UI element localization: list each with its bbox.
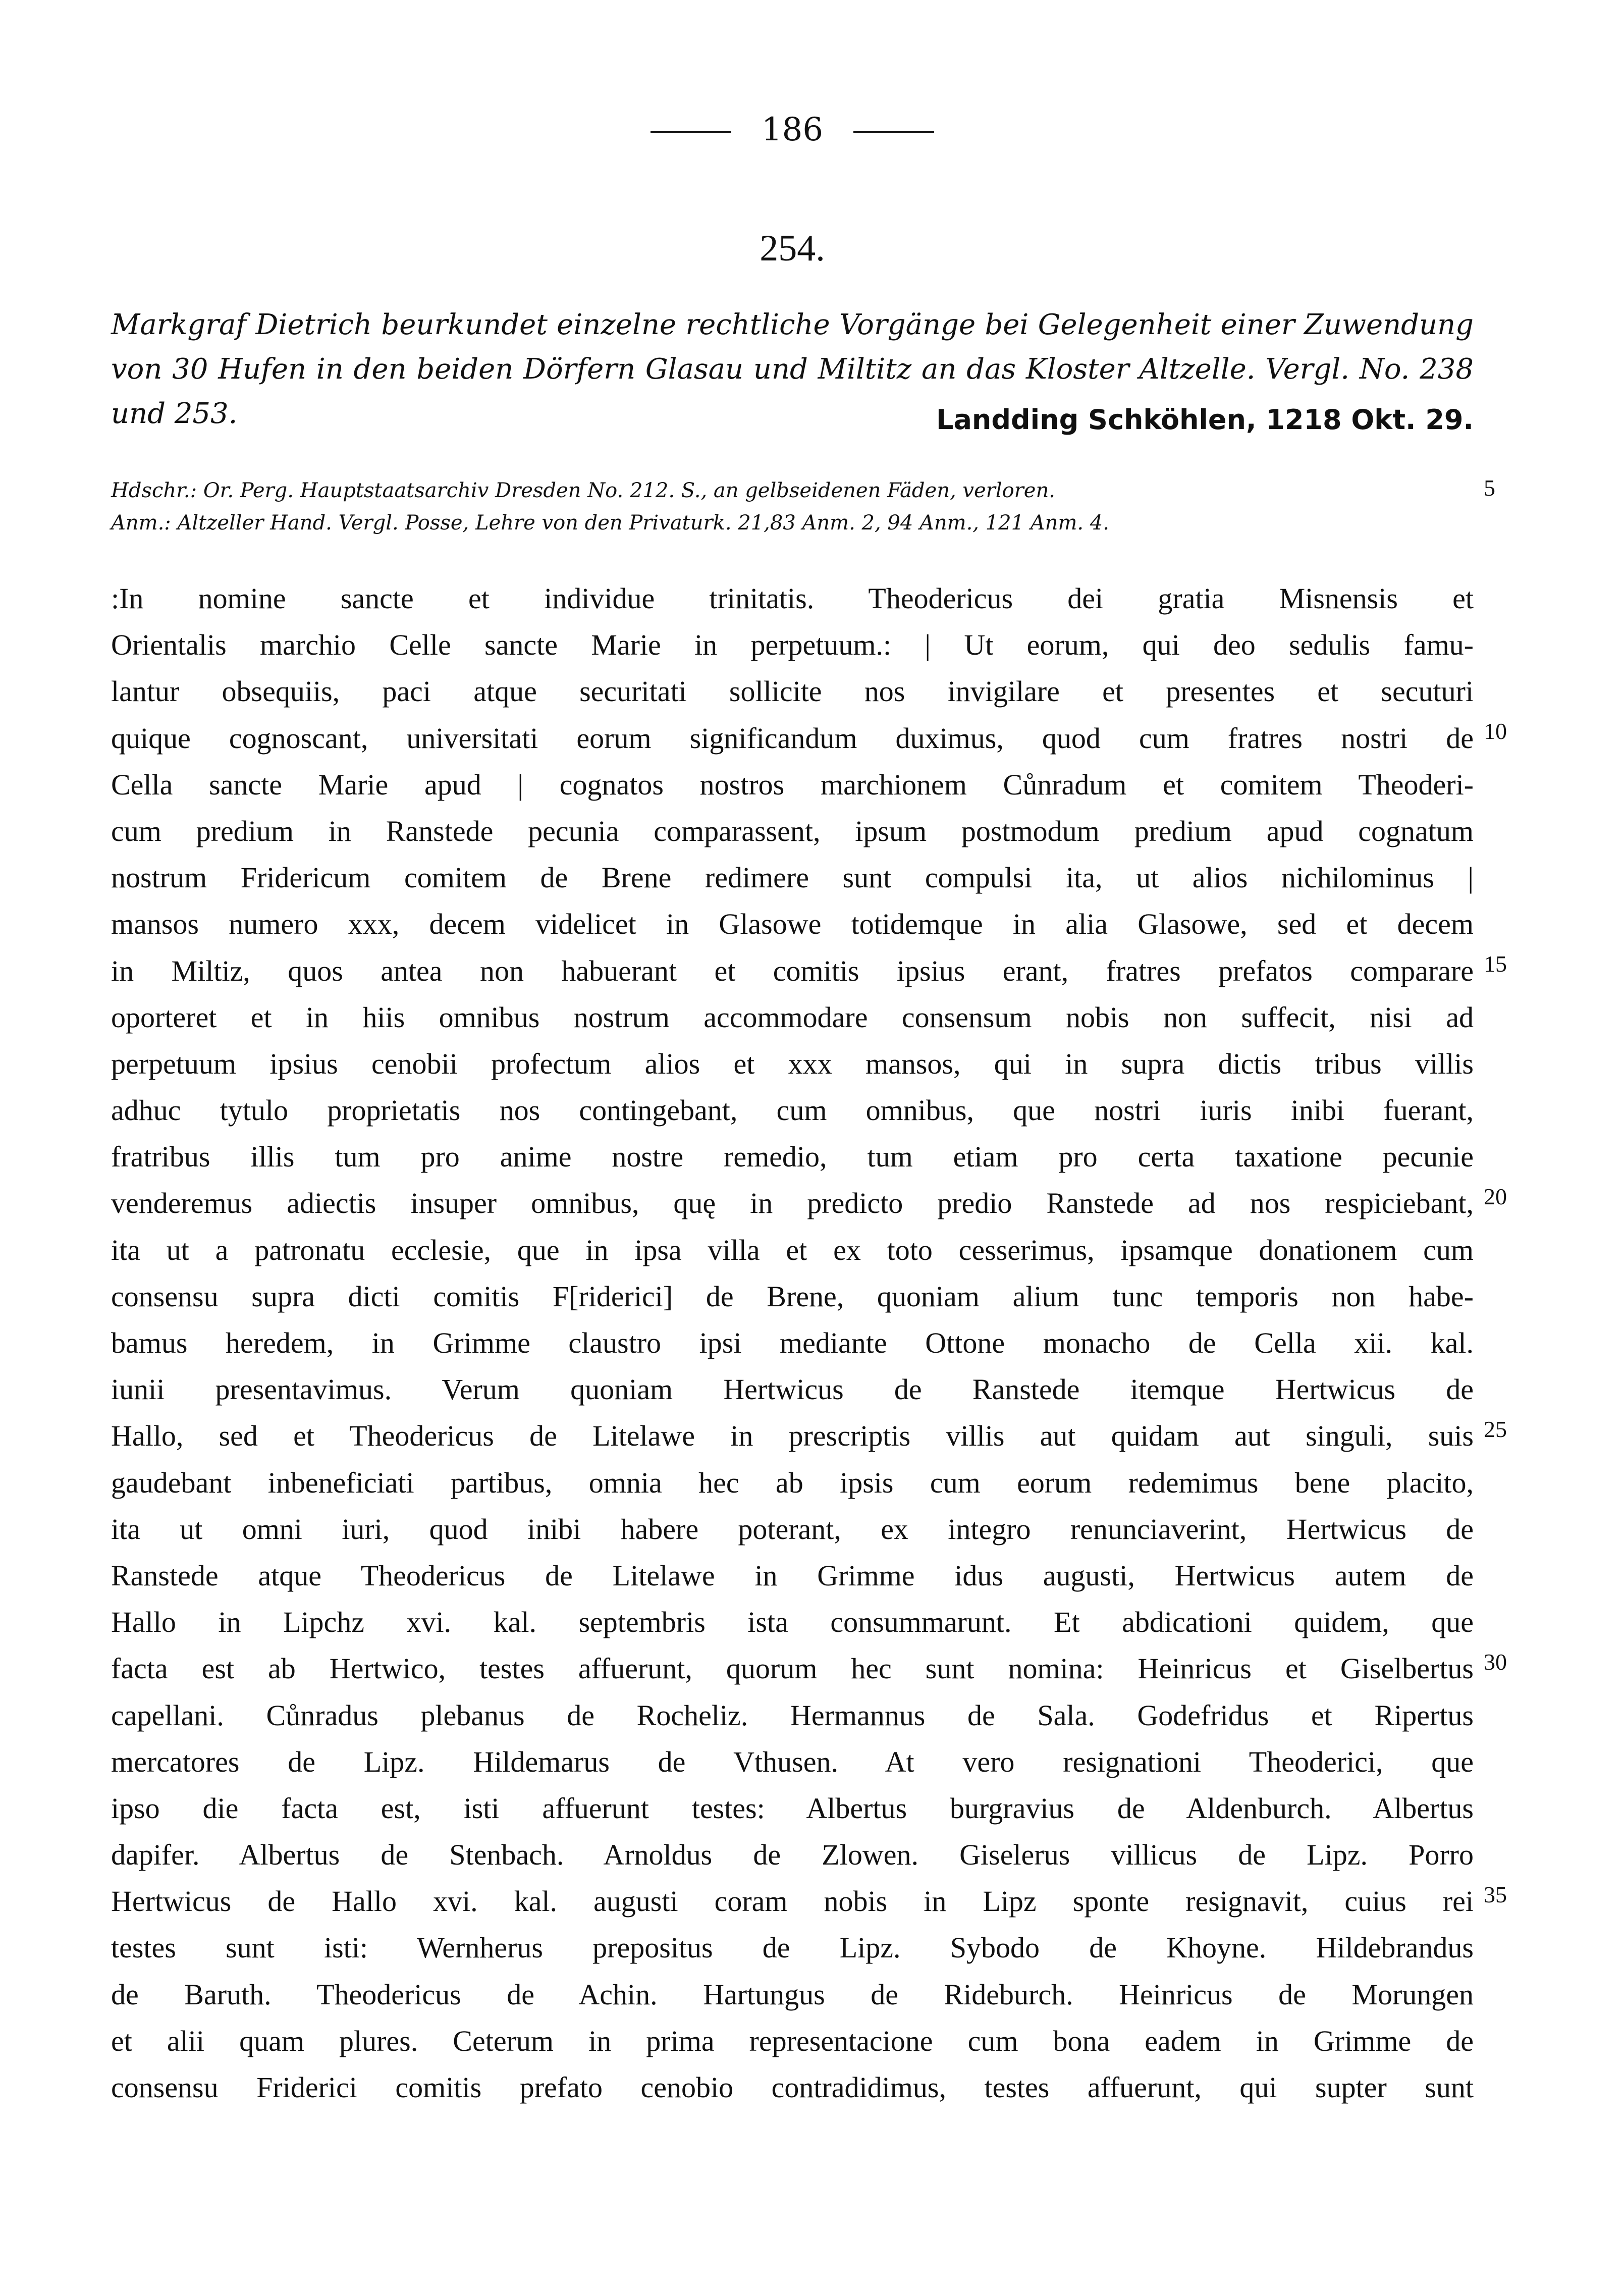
text-line: testes sunt isti: Wernherus prepositus de Lipz. Sybodo de Khoyne. Hildebrandus bbox=[111, 1931, 1474, 1964]
text-line: Hallo, sed et Theodericus de Litelawe in prescriptis villis aut quidam aut singuli, suis bbox=[111, 1419, 1474, 1453]
line-number-30: 30 bbox=[1484, 1649, 1507, 1675]
text-line: mercatores de Lipz. Hildemarus de Vthusen. At vero resignationi Theoderici, que bbox=[111, 1745, 1474, 1778]
place-date: Landding Schköhlen, 1218 Okt. 29. bbox=[936, 404, 1474, 436]
text-line: perpetuum ipsius cenobii profectum alios et xxx mansos, qui in supra dictis tribus villis bbox=[111, 1047, 1474, 1080]
text-line: Cella sancte Marie apud | cognatos nostros marchionem Cůnradum et comitem Theoderi- bbox=[111, 768, 1474, 801]
apparatus-manuscript: Hdschr.: Or. Perg. Hauptstaatsarchiv Dresden No. 212. S., an gelbseidenen Fäden, verloren. bbox=[111, 479, 1055, 502]
text-line: quique cognoscant, universitati eorum significandum duximus, quod cum fratres nostri de bbox=[111, 721, 1474, 755]
text-line: gaudebant inbeneficiati partibus, omnia hec ab ipsis cum eorum redemimus bene placito, bbox=[111, 1466, 1474, 1499]
text-line: ita ut a patronatu ecclesie, que in ipsa villa et ex toto cesserimus, ipsamque donationem cum bbox=[111, 1233, 1474, 1266]
text-line: Hertwicus de Hallo xvi. kal. augusti coram nobis in Lipz sponte resignavit, cuius rei bbox=[111, 1885, 1474, 1918]
line-number-35: 35 bbox=[1484, 1882, 1507, 1907]
text-line: ipso die facta est, isti affuerunt testes: Albertus burgravius de Aldenburch. Albertus bbox=[111, 1791, 1474, 1825]
text-line: Hallo in Lipchz xvi. kal. septembris ista consummarunt. Et abdicationi quidem, que bbox=[111, 1606, 1474, 1639]
document-number: 254. bbox=[760, 228, 825, 269]
running-head bbox=[111, 111, 1474, 148]
line-number-10: 10 bbox=[1484, 718, 1507, 744]
text-line: nostrum Fridericum comitem de Brene redimere sunt compulsi ita, ut alios nichilominus | bbox=[111, 861, 1474, 894]
line-number-15: 15 bbox=[1484, 951, 1507, 977]
text-line: iunii presentavimus. Verum quoniam Hertwicus de Ranstede itemque Hertwicus de bbox=[111, 1373, 1474, 1406]
text-line: capellani. Cůnradus plebanus de Rocheliz. Hermannus de Sala. Godefridus et Ripertus bbox=[111, 1698, 1474, 1732]
text-line: consensu Friderici comitis prefato cenobio contradidimus, testes affuerunt, qui supter sunt bbox=[111, 2071, 1474, 2104]
text-line: de Baruth. Theodericus de Achin. Hartungus de Rideburch. Heinricus de Morungen bbox=[111, 1978, 1474, 2011]
line-number-20: 20 bbox=[1484, 1184, 1507, 1209]
text-line: fratribus illis tum pro anime nostre remedio, tum etiam pro certa taxatione pecunie bbox=[111, 1140, 1474, 1174]
text-line: adhuc tytulo proprietatis nos contingebant, cum omnibus, que nostri iuris inibi fuerant, bbox=[111, 1094, 1474, 1127]
text-line: in Miltiz, quos antea non habuerant et comitis ipsius erant, fratres prefatos comparare bbox=[111, 954, 1474, 987]
header-rule-left bbox=[651, 131, 731, 133]
text-line: dapifer. Albertus de Stenbach. Arnoldus de Zlowen. Giselerus villicus de Lipz. Porro bbox=[111, 1838, 1474, 1872]
text-line: Ranstede atque Theodericus de Litelawe in Grimme idus augusti, Hertwicus autem de bbox=[111, 1559, 1474, 1592]
text-line: consensu supra dicti comitis F[riderici] de Brene, quoniam alium tunc temporis non habe- bbox=[111, 1280, 1474, 1313]
text-line: bamus heredem, in Grimme claustro ipsi mediante Ottone monacho de Cella xii. kal. bbox=[111, 1326, 1474, 1359]
text-line: mansos numero xxx, decem videlicet in Glasowe totidemque in alia Glasowe, sed et decem bbox=[111, 908, 1474, 941]
text-line: lantur obsequiis, paci atque securitati sollicite nos invigilare et presentes et secuturi bbox=[111, 675, 1474, 708]
text-line: et alii quam plures. Ceterum in prima representacione cum bona eadem in Grimme de bbox=[111, 2024, 1474, 2057]
critical-apparatus bbox=[111, 474, 1423, 539]
charter-text bbox=[111, 575, 1474, 2111]
page-number: 186 bbox=[761, 111, 824, 148]
apparatus-note: Anm.: Altzeller Hand. Vergl. Posse, Lehre von den Privaturk. 21,83 Anm. 2, 94 Anm., 121 Anm. 4. bbox=[111, 511, 1109, 535]
text-line: :In nomine sancte et individue trinitatis. Theodericus dei gratia Misnensis et bbox=[111, 582, 1474, 615]
regest-summary: Markgraf Dietrich beurkundet einzelne rechtliche Vorgänge bei Gelegenheit einer Zuwendung von 30 Hufen in den beiden Dörfern Glasau und Miltitz an das Kloster Altzelle. Vergl. No. 238 und 253. bbox=[111, 308, 1474, 430]
text-line: cum predium in Ranstede pecunia comparassent, ipsum postmodum predium apud cognatum bbox=[111, 814, 1474, 847]
line-number-25: 25 bbox=[1484, 1416, 1507, 1442]
text-line: Orientalis marchio Celle sancte Marie in perpetuum.: | Ut eorum, qui deo sedulis famu- bbox=[111, 628, 1474, 662]
text-line: oporteret et in hiis omnibus nostrum accommodare consensum nobis non suffecit, nisi ad bbox=[111, 1000, 1474, 1034]
text-line: facta est ab Hertwico, testes affuerunt, quorum hec sunt nomina: Heinricus et Giselbertus bbox=[111, 1652, 1474, 1685]
text-line: ita ut omni iuri, quod inibi habere poterant, ex integro renunciaverint, Hertwicus de bbox=[111, 1512, 1474, 1546]
apparatus-line-number: 5 bbox=[1484, 475, 1495, 501]
text-line: venderemus adiectis insuper omnibus, quę in predicto predio Ranstede ad nos respiciebant, bbox=[111, 1187, 1474, 1220]
document-page bbox=[111, 101, 1507, 2221]
header-rule-right bbox=[853, 131, 934, 133]
